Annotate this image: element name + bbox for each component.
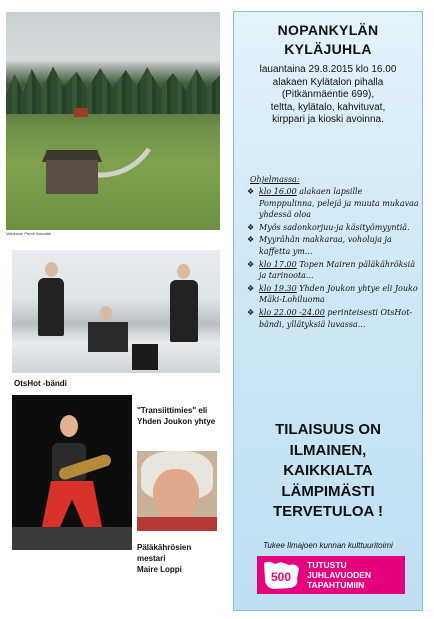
program-list xyxy=(247,186,419,331)
drum-kit xyxy=(88,322,128,352)
guitarist-right-head xyxy=(177,264,190,279)
event-title-line1: NOPANKYLÄN xyxy=(277,22,379,38)
program-item: ❖ Myyrähän makkaraa, voholuja ja kaffetta ym... xyxy=(247,234,419,257)
program-heading: Ohjelmassa: xyxy=(250,175,300,184)
portrait-caption: Päläkährösien mestari Maire Loppi xyxy=(137,543,192,574)
performer-caption: "Transiittimies" eli Yhden Joukon yhtye xyxy=(137,406,216,426)
guitarist-left xyxy=(38,278,64,336)
performer-photo xyxy=(12,395,132,550)
band-caption: OtsHot -bändi xyxy=(14,379,67,388)
anniversary-logo xyxy=(257,556,405,594)
band-photo xyxy=(12,250,220,373)
anniversary-500-icon xyxy=(261,559,301,591)
stage xyxy=(12,527,132,550)
performer-head xyxy=(60,415,78,437)
program-item: ❖ klo 17.00 Topen Mairen päläkähröksiä ja tarinoota... xyxy=(247,259,419,282)
program-item: ❖ klo 19.30 Yhden Joukon yhtye eli Jouko Mäki-Lohiluoma xyxy=(247,283,419,306)
welcome-message: TILAISUUS ON ILMAINEN, KAIKKIALTA LÄMPIMÄSTI TERVETULOA ! xyxy=(272,421,383,520)
landscape-photo xyxy=(6,12,220,230)
amplifier xyxy=(132,344,158,370)
portrait-face xyxy=(153,469,199,521)
guitarist-left-head xyxy=(45,262,58,277)
drummer-head xyxy=(100,306,112,320)
event-info: lauantaina 29.8.2015 klo 16.00 alakaen Kylätalon pihalla (Pitkänmäentie 699), teltta, kylätalo, kahvituvat, kirppari ja kioski avoinna. xyxy=(259,64,397,125)
portrait-shirt xyxy=(137,517,217,531)
program-item: ❖ klo 22.00 -24.00 perinteisesti OtsHot-bändi, yllätyksiä luvassa... xyxy=(247,307,419,330)
event-title-line2: KYLÄJUHLA xyxy=(284,41,372,57)
guitarist-right xyxy=(170,280,198,342)
svg-text:500: 500 xyxy=(270,570,292,584)
program-item: ❖ Myös sadonkorjuu-ja käsityömyyntiä. xyxy=(247,222,419,234)
photo-credit: Valokuva: Pentti Salonäki xyxy=(6,231,52,236)
portrait-photo xyxy=(137,451,217,531)
performer-legs xyxy=(42,481,102,527)
program-item: ❖ klo 16.00 alakaen lapsille Pomppulinna, pelejä ja muuta mukavaa yhdessä oloa xyxy=(247,186,419,221)
sponsor-text: Tukee Ilmajoen kunnan kulttuuritoimi xyxy=(263,541,393,550)
logo-text: TUTUSTU JUHLAVUODEN TAPAHTUMIIN xyxy=(307,560,372,590)
barn-shape xyxy=(46,160,98,194)
